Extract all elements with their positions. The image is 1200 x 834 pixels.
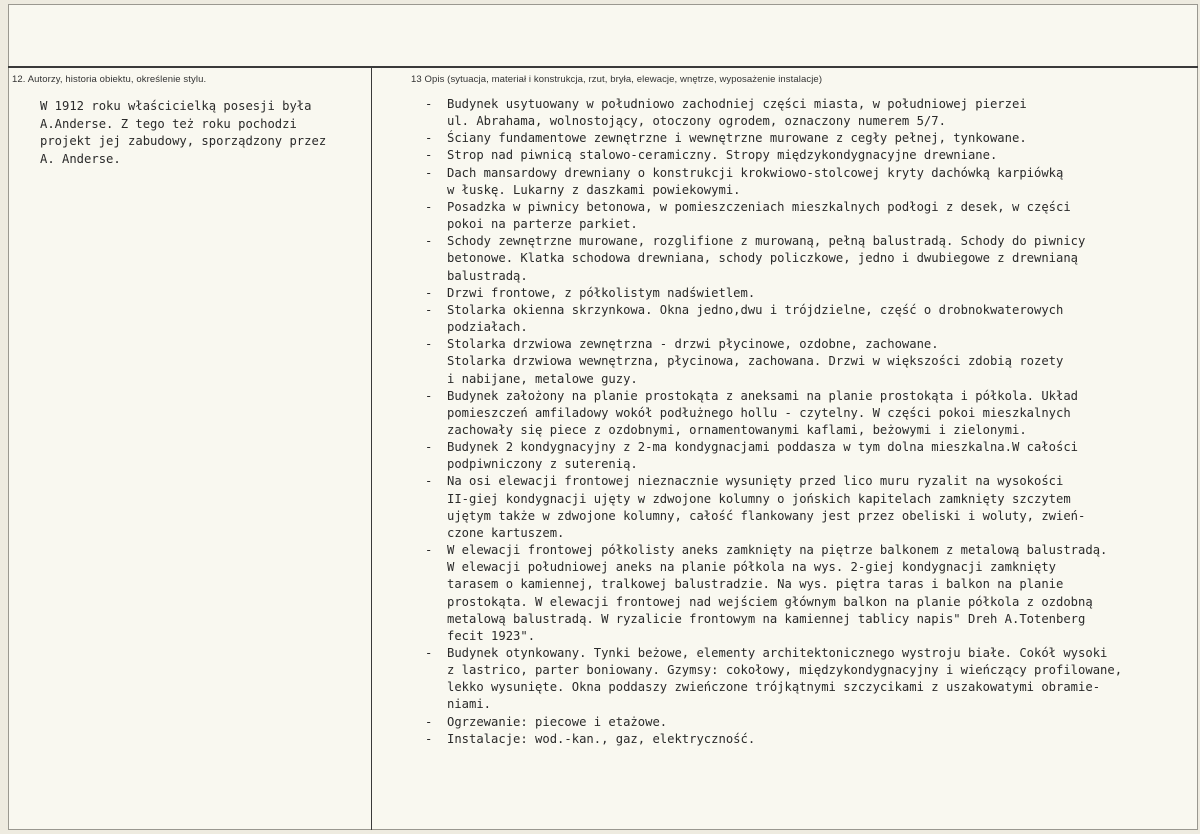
section-13-heading: 13 Opis (sytuacja, materiał i konstrukcja, rzut, bryła, elewacje, wnętrze, wyposażenie instalacje) bbox=[411, 74, 823, 85]
list-item-text: Ogrzewanie: piecowe i etażowe. bbox=[447, 714, 668, 729]
description-list bbox=[425, 96, 1200, 748]
list-bullet-dash: - bbox=[425, 131, 433, 146]
list-item bbox=[425, 542, 1200, 645]
list-bullet-dash: - bbox=[425, 474, 433, 489]
list-bullet-dash: - bbox=[425, 337, 433, 352]
list-item-text: Budynek otynkowany. Tynki beżowe, elementy architektonicznego wystroju białe. Cokół wysoki z lastrico, parter boniowany. Gzymsy: cokołowy, międzykondygnacyjny i wieńczący profilowane, lekko wysunięte. Okna poddaszy zwieńczone trójkątnymi szczycikami z uszakowatymi obramie- niami. bbox=[447, 646, 1123, 712]
list-item-text: Dach mansardowy drewniany o konstrukcji krokwiowo-stolcowej kryty dachówką karpiówką w łuskę. Lukarny z daszkami powiekowymi. bbox=[447, 165, 1064, 197]
list-item-text: Stolarka okienna skrzynkowa. Okna jedno,dwu i trójdzielne, część o drobnokwaterowych podziałach. bbox=[447, 302, 1064, 335]
column-divider bbox=[371, 66, 372, 830]
list-item-text: Budynek założony na planie prostokąta z aneksami na planie prostokąta i półkola. Układ pomieszczeń amfiladowy wokół podłużnego hollu - czytelny. W części pokoi mieszkalnych zachowały się piece z ozdobnymi, ornamentowanymi kaflami, beżowymi i zielonymi. bbox=[447, 388, 1079, 437]
list-item bbox=[425, 199, 1200, 233]
list-bullet-dash: - bbox=[425, 646, 433, 660]
list-item bbox=[425, 336, 1200, 387]
list-item bbox=[425, 645, 1200, 714]
list-item-text: Drzwi frontowe, z półkolistym nadświetlem. bbox=[447, 285, 756, 300]
list-bullet-dash: - bbox=[425, 731, 433, 746]
list-bullet-dash: - bbox=[425, 165, 433, 180]
section-12-heading: 12. Autorzy, historia obiektu, określenie stylu. bbox=[12, 74, 207, 85]
list-item bbox=[425, 473, 1200, 542]
list-item-text: Schody zewnętrzne murowane, rozglifione z murowaną, pełną balustradą. Schody do piwnicy betonowe. Klatka schodowa drewniana, schody policzkowe, jedno i dwubiegowe z drewnianą balustradą. bbox=[447, 234, 1086, 283]
list-item bbox=[425, 302, 1200, 336]
list-bullet-dash: - bbox=[425, 714, 433, 729]
list-bullet-dash: - bbox=[425, 148, 433, 163]
list-bullet-dash: - bbox=[425, 234, 433, 249]
list-item-text: Stolarka drzwiowa zewnętrzna - drzwi płycinowe, ozdobne, zachowane. Stolarka drzwiowa wewnętrzna, płycinowa, zachowana. Drzwi w większości zdobią rozety i nabijane, metalowe guzy. bbox=[447, 337, 1064, 386]
list-item bbox=[425, 165, 1200, 199]
list-item-text: Instalacje: wod.-kan., gaz, elektryczność. bbox=[447, 731, 756, 746]
list-item-text: Posadzka w piwnicy betonowa, w pomieszczeniach mieszkalnych podłogi z desek, w części pokoi na parterze parkiet. bbox=[447, 199, 1071, 232]
list-item-text: Budynek 2 kondygnacyjny z 2-ma kondygnacjami poddasza w tym dolna mieszkalna.W całości podpiwniczony z suterenią. bbox=[447, 440, 1079, 472]
list-item bbox=[425, 285, 1200, 302]
list-bullet-dash: - bbox=[425, 440, 433, 455]
section-12-text: W 1912 roku właścicielką posesji była A.Anderse. Z tego też roku pochodzi projekt jej zabudowy, sporządzony przez A. Anderse. bbox=[40, 99, 327, 166]
list-item bbox=[425, 439, 1200, 473]
list-item-text: Strop nad piwnicą stalowo-ceramiczny. Stropy międzykondygnacyjne drewniane. bbox=[447, 148, 998, 163]
list-bullet-dash: - bbox=[425, 97, 433, 111]
list-bullet-dash: - bbox=[425, 199, 433, 214]
list-item bbox=[425, 714, 1200, 731]
list-item-text: Ściany fundamentowe zewnętrzne i wewnętrzne murowane z cegły pełnej, tynkowane. bbox=[447, 131, 1027, 146]
list-item-text: Na osi elewacji frontowej nieznacznie wysunięty przed lico muru ryzalit na wysokości II-giej kondygnacji ujęty w zdwojone kolumny o jońskich kapitelach zamknięty szczytem ujętym także w zdwojone kolumny, całość flankowany jest przez obeliski i woluty, zwień- czone kartuszem. bbox=[447, 474, 1086, 540]
list-item bbox=[425, 96, 1200, 130]
list-item-text: W elewacji frontowej półkolisty aneks zamknięty na piętrze balkonem z metalową balustradą. W elewacji południowej aneks na planie półkola na wys. 2-giej kondygnacji zamknięty tarasem o kamiennej, tralkowej balustradzie. Na wys. piętra taras i balkon na planie prostokąta. W elewacji frontowej nad wejściem głównym balkon na planie półkola z ozdobną metalową balustradą. W ryzalicie frontowym na kamiennej tablicy napis" Dreh A.Totenberg fecit 1923". bbox=[447, 543, 1108, 643]
list-bullet-dash: - bbox=[425, 302, 433, 317]
list-bullet-dash: - bbox=[425, 285, 433, 300]
header-divider bbox=[8, 66, 1198, 68]
list-item bbox=[425, 147, 1200, 164]
list-item bbox=[425, 388, 1200, 439]
list-item bbox=[425, 233, 1200, 284]
list-bullet-dash: - bbox=[425, 543, 433, 558]
list-item bbox=[425, 130, 1200, 147]
list-bullet-dash: - bbox=[425, 388, 433, 403]
list-item-text: Budynek usytuowany w południowo zachodniej części miasta, w południowej pierzei ul. Abrahama, wolnostojący, otoczony ogrodem, oznaczony numerem 5/7. bbox=[447, 97, 1027, 129]
list-item bbox=[425, 731, 1200, 748]
